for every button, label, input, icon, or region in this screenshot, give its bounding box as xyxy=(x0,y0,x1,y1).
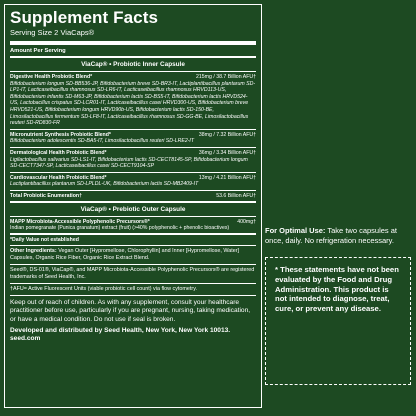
divider-thin xyxy=(10,129,256,130)
divider-thin xyxy=(10,264,256,265)
ingredient-name: Digestive Health Probiotic Blend* xyxy=(10,74,93,80)
divider-thin xyxy=(10,71,256,72)
other-ingredients-label: Other Ingredients: xyxy=(10,248,57,255)
divider-medium xyxy=(10,233,256,235)
ingredient-name: Cardiovascular Health Probiotic Blend* xyxy=(10,174,107,181)
fda-disclaimer-text: * These statements have not been evaluated by the Food and Drug Administration. This product is not intended to diagnose, treat, cure, or prevent any disease. xyxy=(275,265,399,314)
other-ingredients-text: Vegan Outer [Hypromellose, Chlorophyllin] and Inner [Hypromellose, Water] Capsules, Organic Rice Fiber, Organic Rice Extract Blend. xyxy=(10,248,240,262)
fda-disclaimer-box xyxy=(265,257,411,385)
divider-medium xyxy=(10,201,256,203)
ingredient-amount: 13mg / 4.21 Billion AFU† xyxy=(198,174,256,181)
divider-thin xyxy=(10,245,256,246)
optimal-use-label: For Optimal Use: xyxy=(265,226,326,235)
ingredient-row-cardiovascular xyxy=(10,175,256,188)
ingredient-amount: 36mg / 3.34 Billion AFU† xyxy=(198,149,256,156)
outer-capsule-header: ViaCap® • Prebiotic Outer Capsule xyxy=(80,205,186,213)
ingredient-row-mapp xyxy=(10,219,256,232)
divider-thin xyxy=(10,147,256,148)
ingredient-row-micronutrient xyxy=(10,132,256,145)
total-enumeration-row xyxy=(10,193,256,200)
supplement-facts-panel xyxy=(4,4,262,408)
ingredient-amount: 38mg / 7.32 Billion AFU† xyxy=(198,131,256,138)
other-ingredients xyxy=(10,248,256,262)
ingredient-strains: Ligilactobacillus salivarius SD-LS1-IT, Bifidobacterium lactis SD-CECT8145-SP, Bifidobacterium longum SD-CECT7347-SP, Lacticaseibacillus casei SD-CECT9104-SP xyxy=(10,156,248,170)
ingredient-row-dermatological xyxy=(10,150,256,170)
ingredient-name: Dermatological Health Probiotic Blend* xyxy=(10,149,107,156)
divider-thin xyxy=(10,172,256,173)
ingredient-amount: 215mg / 38.7 Billion AFU† xyxy=(196,74,256,80)
divider-medium xyxy=(10,56,256,58)
optimal-use-note xyxy=(265,226,413,245)
ingredient-name: MAPP Microbiota-Accessible Polyphenolic Precursors®* xyxy=(10,218,150,225)
afu-note: †AFU= Active Fluorescent Units (viable probiotic cell count) via flow cytometry. xyxy=(10,286,197,293)
ingredient-amount: 400mg† xyxy=(237,218,256,225)
divider-thick xyxy=(10,41,256,45)
ingredient-name: Micronutrient Synthesis Probiotic Blend* xyxy=(10,131,111,138)
developed-by: Developed and distributed by Seed Health, New York, New York 10013. seed.com xyxy=(10,326,231,343)
total-value: 53.6 Billion AFU† xyxy=(216,192,256,199)
serving-size: Serving Size 2 ViaCaps® xyxy=(10,28,95,37)
inner-capsule-header: ViaCap® • Probiotic Inner Capsule xyxy=(81,61,185,68)
trademark-note: Seed®, DS-01®, ViaCap®, and MAPP Microbiota-Accessible Polyphenolic Precursors® are registered trademarks of Seed Health, Inc. xyxy=(10,267,255,281)
ingredient-description: Indian pomegranate (Punica granatum) extract (fruit) (>40% polyphenolic + phenolic bioactives) xyxy=(10,225,230,232)
ingredient-row-digestive xyxy=(10,74,256,127)
total-label: Total Probiotic Enumeration† xyxy=(10,192,82,199)
divider-thin xyxy=(10,190,256,191)
divider-thin xyxy=(10,295,256,296)
optimal-use-text: Take two capsules at once, daily. No refrigeration necessary. xyxy=(265,226,398,245)
ingredient-strains: Bifidobacterium longum SD-BB536-JP, Bifidobacterium breve SD-BR3-IT, Lactiplantibacillus plantarum SD-LP1-IT, Lacticaseibacillus rhamnosus SD-LR6-IT, Lacticaseibacillus rhamnosus HRVD113-US, Bifidobacterium infantis SD-M63-JP, Bifidobacterium lactis SD-BS5-IT, Bifidobacterium lactis HRVD524-US, Lactobacillus crispatus SD-LCR01-IT, Lacticaseibacillus casei HRVD300-US, Bifidobacterium breve HRVD521-US, Bifidobacterium longum HRVD90b-US, Bifidobacterium lactis SD-150-BE, Limosilactobacillus fermentum SD-LF8-IT, Lacticaseibacillus rhamnosus SD-GG-BE, Limosilactobacillus reuteri SD-RD830-FR xyxy=(10,80,256,127)
divider-thin xyxy=(10,283,256,284)
ingredient-strains: Bifidobacterium adolescentis SD-BA5-IT, Limosilactobacillus reuteri SD-LRE2-IT xyxy=(10,138,195,145)
supplement-facts-title: Supplement Facts xyxy=(10,8,159,27)
daily-value-note: *Daily Value not established xyxy=(10,236,79,243)
divider-thin xyxy=(10,216,256,217)
ingredient-strains: Lactiplantibacillus plantarum SD-LPLDL-UK, Bifidobacterium lactis SD-MB2409-IT xyxy=(10,181,199,188)
warning-text: Keep out of reach of children. As with any supplement, consult your healthcare practitioner before use, particularly if you are pregnant, nursing, taking medication, or have a medical condition. Do not use if seal is broken. xyxy=(10,299,251,323)
amount-per-serving-label: Amount Per Serving xyxy=(10,48,66,54)
